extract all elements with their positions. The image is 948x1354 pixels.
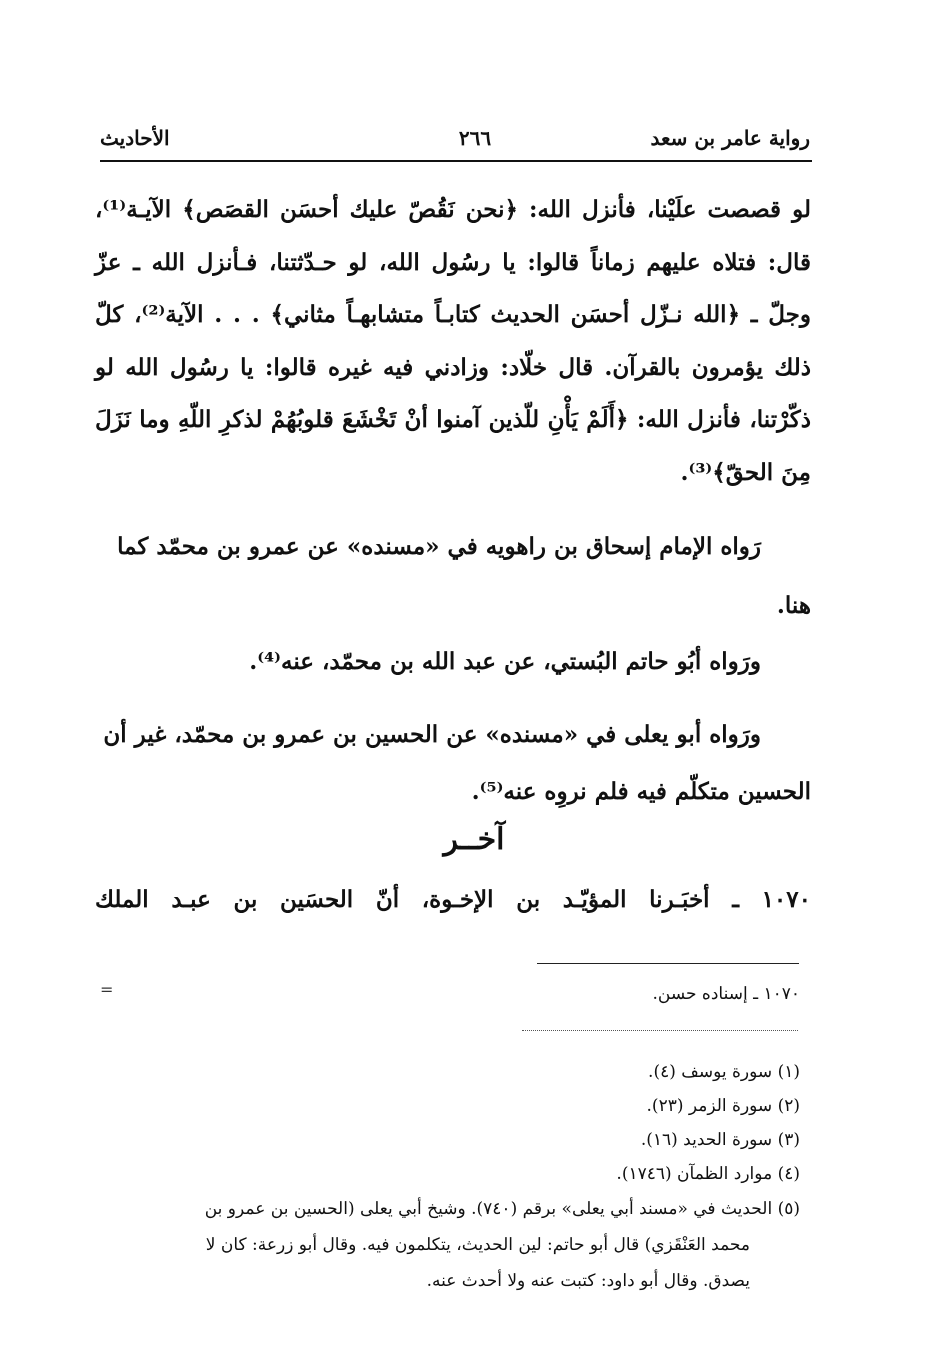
narration-paragraph-3: ورَواه أبو يعلى في «مسنده» عن الحسين بن عمرو بن محمّد، غير أن الحسين متكلّم فيه فلم نروِه عنه⁽⁵⁾. <box>103 721 811 805</box>
footnote-dotted-rule <box>522 1030 798 1031</box>
header-section-title: الأحاديث <box>100 126 170 150</box>
footnotes-list <box>100 1055 800 1299</box>
footnote-5-line-1: (٥) الحديث في «مسند أبي يعلى» برقم (٧٤٠). وشيخ أبي يعلى (الحسين بن عمرو بن <box>204 1199 800 1219</box>
hadith-text: لو قصصت علَيْنا، فأنزل الله: ﴿نحن نَقُصّ عليك أحسَن القصَص﴾ الآيـة⁽¹⁾، قال: فتلاه عليهم زماناً قالوا: يا رسُول الله، لو حـدّثتنا، فـأنزل الله ـ عزّ وجلّ ـ ﴿الله نـزّل أحسَن الحديث كتابـاً متشابهـاً مثاني﴾ . . . الآية⁽²⁾، كلّ ذلك يؤمرون بالقرآن. قال خلّاد: وزادني فيه غيره قالوا: يا رسُول الله لو ذكّرْتنا، فأنزل الله: ﴿أَلَمْ يَأْنِ للّذين آمنوا أنْ تَخْشَعَ قلوبُهُمْ لذكرِ اللّهِ وما نَزَلَ مِنَ الحقّ﴾⁽³⁾. <box>95 196 811 486</box>
footnote-1: (١) سورة يوسف (٤). <box>648 1062 800 1082</box>
footnote-5 <box>100 1191 800 1299</box>
footnote-4: (٤) موارد الظمآن (١٧٤٦). <box>616 1164 800 1184</box>
page-number: ٢٦٦ <box>458 126 492 150</box>
running-header <box>100 126 810 158</box>
footnote-2: (٢) سورة الزمر (٢٣). <box>646 1096 800 1116</box>
footnote-3: (٣) سورة الحديد (١٦). <box>640 1130 800 1150</box>
numbered-hadith: ١٠٧٠ ـ أخبَـرنا المؤيّـد بن الإخـوة، أنّ الحسَين بن عبـد الملك <box>95 886 811 913</box>
footnote-5-line-2: محمد العَنْقَزي) قال أبو حاتم: لين الحديث، يتكلمون فيه. وقال أبو زرعة: كان لا <box>205 1235 750 1255</box>
narration-paragraph-1: رَواه الإمام إسحاق بن راهويه في «مسنده» عن عمرو بن محمّد كما هنا. <box>117 533 811 619</box>
header-book-title: رواية عامر بن سعد <box>650 126 810 150</box>
continuation-mark: = <box>100 980 114 999</box>
footnote-5-line-3: يصدق. وقال أبو داود: كتبت عنه ولا أحدث عنه. <box>426 1271 750 1291</box>
footnote-rule <box>537 963 799 964</box>
section-heading: آخــر <box>443 822 505 857</box>
narration-paragraph-2: ورَواه أبُو حاتم البُستي، عن عبد الله بن محمّد، عنه⁽⁴⁾. <box>249 648 761 675</box>
footnote-main: ١٠٧٠ ـ إسناده حسن. <box>652 984 800 1004</box>
header-rule <box>100 160 812 162</box>
